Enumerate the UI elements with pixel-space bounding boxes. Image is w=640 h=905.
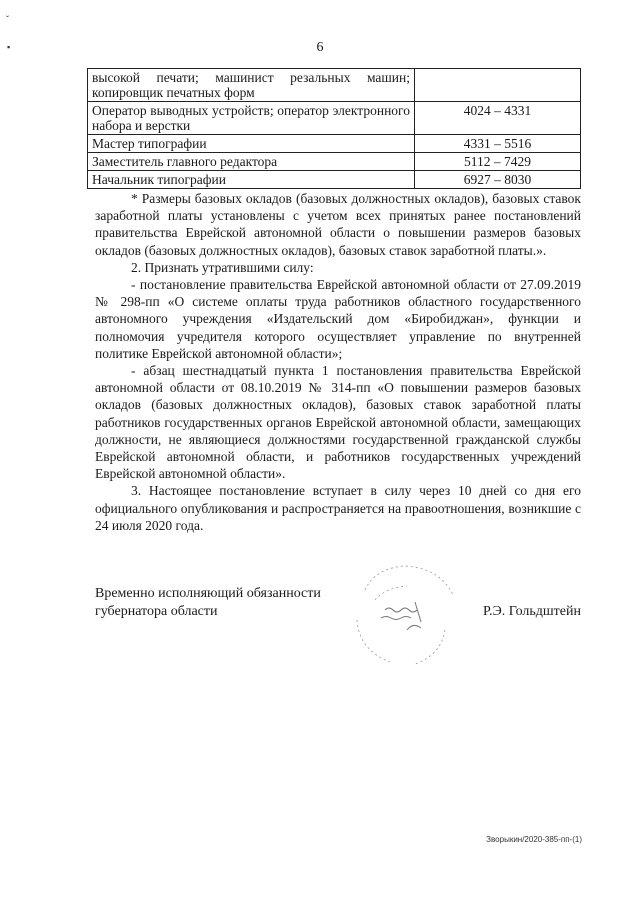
table-row	[88, 69, 581, 102]
salary-range: 4331 – 5516	[415, 135, 581, 153]
salary-range: 6927 – 8030	[415, 171, 581, 189]
item-2-heading: 2. Признать утратившими силу:	[131, 259, 314, 275]
position-name: Заместитель главного редактора	[88, 153, 415, 171]
table-row	[88, 135, 581, 153]
position-name: Мастер типографии	[88, 135, 415, 153]
salary-range: 5112 – 7429	[415, 153, 581, 171]
signatory-title	[95, 585, 321, 621]
table-row	[88, 171, 581, 189]
salary-range	[415, 69, 581, 102]
margin-mark-bottom: ▪	[7, 42, 11, 52]
position-name: Оператор выводных устройств; оператор электронного набора и верстки	[88, 102, 415, 135]
signatory-name: Р.Э. Гольдштейн	[482, 604, 581, 619]
table-row	[88, 153, 581, 171]
footnote-paragraph: * Размеры базовых окладов (базовых должностных окладов), базовых ставок заработной платы установлены с учетом всех принятых ранее постановлений правительства Еврейской автономной области о повышении размеров базовых окладов (базовых должностных окладов), базовых ставок заработной платы.».	[95, 191, 581, 258]
document-body	[95, 190, 581, 534]
salary-range: 4024 – 4331	[415, 102, 581, 135]
item-3-paragraph: 3. Настоящее постановление вступает в силу через 10 дней со дня его официального опубликования и распространяется на правоотношения, возникшие с 24 июля 2020 года.	[95, 483, 581, 533]
item-2-bullet-2: - абзац шестнадцатый пункта 1 постановления правительства Еврейской автономной области от 08.10.2019 № 314-пп «О повышении размеров базовых окладов (базовых должностных окладов), базовых ставок заработной платы работников государственных органов Еврейской автономной области, замещающих должности, не являющиеся должностями государственной гражданской службы Еврейской автономной области, и работников государственных учреждений Еврейской автономной области».	[95, 363, 581, 482]
signature-block	[95, 585, 581, 645]
position-name: высокой печати; машинист резальных машин; копировщик печатных форм	[88, 69, 415, 102]
position-name: Начальник типографии	[88, 171, 415, 189]
table-row	[88, 102, 581, 135]
signatory-title-line-2: губернатора области	[95, 604, 218, 619]
item-2-bullet-1: - постановление правительства Еврейской автономной области от 27.09.2019 № 298-пп «О системе оплаты труда работников областного государственного автономного учреждения «Издательский дом «Биробиджан», функции и полномочия учредителя которого осуществляет управление по внутренней политике Еврейской автономной области»;	[95, 277, 581, 361]
signatory-title-line-1: Временно исполняющий обязанности	[95, 586, 321, 601]
margin-mark-top: ˇ	[6, 14, 9, 24]
salary-table	[87, 68, 581, 189]
document-reference: Зворыкин/2020-385-пп-(1)	[486, 835, 582, 844]
page-number: 6	[316, 40, 324, 55]
